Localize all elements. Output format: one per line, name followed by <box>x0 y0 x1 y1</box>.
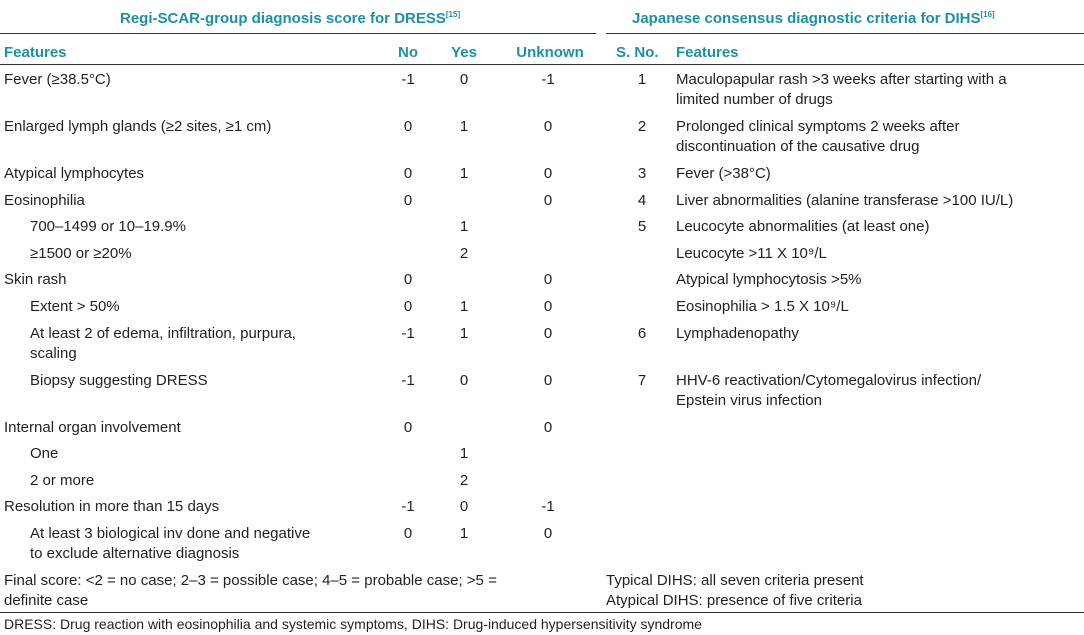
right-row-feature-cont: Epstein virus infection <box>676 392 822 409</box>
left-row-feature-cont: to exclude alternative diagnosis <box>30 545 240 562</box>
left-row-feature: 700–1499 or 10–19.9% <box>30 218 186 235</box>
footnote: DRESS: Drug reaction with eosinophilia and systemic symptoms, DIHS: Drug-induced hypersensitivity syndrome <box>4 616 702 632</box>
right-row-feature-cont: discontinuation of the causative drug <box>676 138 920 155</box>
left-row-feature: Extent > 50% <box>30 298 120 315</box>
left-row-yes: 1 <box>459 298 469 315</box>
left-row-yes: 2 <box>459 245 469 262</box>
left-row-unknown: -1 <box>541 498 555 515</box>
left-row-feature: ≥1500 or ≥20% <box>30 245 132 262</box>
left-row-feature: Fever (≥38.5°C) <box>4 71 111 88</box>
left-row-feature: Eosinophilia <box>4 192 85 209</box>
final-score-text-cont: definite case <box>4 592 89 609</box>
right-row-sno: 4 <box>637 192 647 209</box>
left-row-unknown: 0 <box>543 325 553 342</box>
left-row-yes: 1 <box>459 118 469 135</box>
left-row-no: -1 <box>401 325 415 342</box>
left-row-yes: 0 <box>459 498 469 515</box>
right-title-ref: [16] <box>980 10 995 19</box>
final-score-text: Final score: <2 = no case; 2–3 = possible case; 4–5 = probable case; >5 = <box>4 572 497 589</box>
right-row-sno: 1 <box>637 71 647 88</box>
left-row-yes: 2 <box>459 472 469 489</box>
left-row-feature: At least 2 of edema, infiltration, purpura, <box>30 325 296 342</box>
left-row-no: 0 <box>403 165 413 182</box>
left-row-yes: 0 <box>459 71 469 88</box>
right-title-rule <box>606 33 1084 34</box>
right-title-text: Japanese consensus diagnostic criteria for DIHS <box>632 10 981 27</box>
left-row-no: 0 <box>403 419 413 436</box>
right-row-feature: Eosinophilia > 1.5 X 10⁹/L <box>676 298 849 315</box>
left-row-feature: Resolution in more than 15 days <box>4 498 220 515</box>
col-unknown: Unknown <box>516 44 584 61</box>
left-row-feature: One <box>30 445 59 462</box>
left-row-unknown: 0 <box>543 118 553 135</box>
right-row-feature: Atypical lymphocytosis >5% <box>676 271 862 288</box>
left-row-feature: At least 3 biological inv done and negative <box>30 525 311 542</box>
right-row-feature: Prolonged clinical symptoms 2 weeks after <box>676 118 960 135</box>
left-row-feature: Atypical lymphocytes <box>4 165 145 182</box>
col-yes: Yes <box>451 44 477 61</box>
left-table-title <box>120 8 460 29</box>
left-row-unknown: 0 <box>543 419 553 436</box>
left-row-unknown: -1 <box>541 71 555 88</box>
left-row-feature: Skin rash <box>4 271 67 288</box>
left-title-text: Regi-SCAR-group diagnosis score for DRESS <box>120 10 446 27</box>
header-bottom-rule <box>0 64 1084 65</box>
right-row-feature: Leucocyte >11 X 10⁹/L <box>676 245 827 262</box>
right-row-sno: 7 <box>637 372 647 389</box>
left-row-no: 0 <box>403 298 413 315</box>
left-row-unknown: 0 <box>543 372 553 389</box>
left-row-yes: 1 <box>459 218 469 235</box>
col-features-left: Features <box>4 44 67 61</box>
left-row-no: 0 <box>403 118 413 135</box>
col-no: No <box>398 44 418 61</box>
left-row-unknown: 0 <box>543 298 553 315</box>
typical-dihs-text: Typical DIHS: all seven criteria present <box>606 572 864 589</box>
left-row-unknown: 0 <box>543 525 553 542</box>
right-row-feature: HHV-6 reactivation/Cytomegalovirus infection/ <box>676 372 982 389</box>
left-row-feature-cont: scaling <box>30 345 77 362</box>
right-row-feature: Liver abnormalities (alanine transferase >100 IU/L) <box>676 192 1014 209</box>
right-table-title <box>632 8 995 29</box>
left-row-feature: Enlarged lymph glands (≥2 sites, ≥1 cm) <box>4 118 272 135</box>
left-row-no: 0 <box>403 192 413 209</box>
left-row-no: 0 <box>403 525 413 542</box>
col-features-right: Features <box>676 44 739 61</box>
left-row-unknown: 0 <box>543 192 553 209</box>
left-title-rule <box>0 33 596 34</box>
left-row-unknown: 0 <box>543 271 553 288</box>
left-title-ref: [15] <box>445 10 461 19</box>
col-sno: S. No. <box>616 44 659 61</box>
left-row-yes: 1 <box>459 445 469 462</box>
left-row-feature: Internal organ involvement <box>4 419 181 436</box>
left-row-yes: 1 <box>459 525 469 542</box>
left-row-feature: Biopsy suggesting DRESS <box>30 372 208 389</box>
left-row-no: -1 <box>401 372 415 389</box>
right-row-feature: Lymphadenopathy <box>676 325 799 342</box>
left-row-yes: 1 <box>459 325 469 342</box>
left-row-yes: 0 <box>459 372 469 389</box>
left-row-no: -1 <box>401 498 415 515</box>
right-row-feature: Leucocyte abnormalities (at least one) <box>676 218 930 235</box>
left-row-yes: 1 <box>459 165 469 182</box>
left-row-unknown: 0 <box>543 165 553 182</box>
left-row-no: 0 <box>403 271 413 288</box>
right-row-sno: 5 <box>637 218 647 235</box>
right-row-sno: 2 <box>637 118 647 135</box>
right-row-feature: Maculopapular rash >3 weeks after starting with a <box>676 71 1007 88</box>
atypical-dihs-text: Atypical DIHS: presence of five criteria <box>606 592 862 609</box>
right-row-feature: Fever (>38°C) <box>676 165 771 182</box>
right-row-sno: 3 <box>637 165 647 182</box>
right-row-sno: 6 <box>637 325 647 342</box>
table-bottom-rule <box>0 612 1084 613</box>
left-row-feature: 2 or more <box>30 472 95 489</box>
right-row-feature-cont: limited number of drugs <box>676 91 833 108</box>
left-row-no: -1 <box>401 71 415 88</box>
